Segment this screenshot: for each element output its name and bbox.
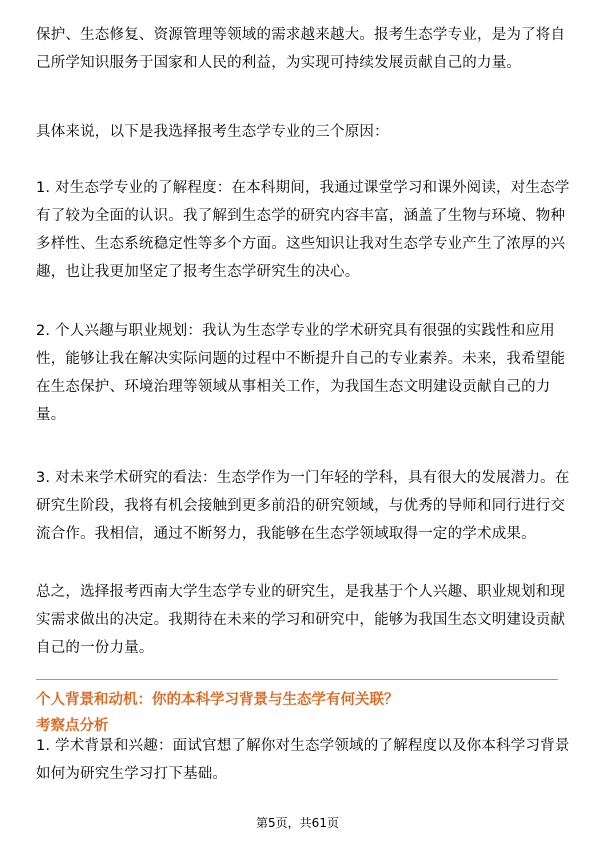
reason-3-paragraph [36, 464, 570, 548]
paragraph-line: 流合作。我相信，通过不断努力，我能够在生态学领域取得一定的学术成果。 [36, 526, 536, 542]
question-title: 个人背景和动机：你的本科学习背景与生态学有何关联？ [36, 692, 399, 708]
analysis-heading: 考察点分析 [36, 718, 109, 734]
paragraph-line: 1. 学术背景和兴趣：面试官想了解你对生态学领域的了解程度以及你本科学习背景 [36, 738, 570, 754]
paragraph-line: 量。 [36, 407, 66, 423]
paragraph-line: 3. 对未来学术研究的看法：生态学作为一门年轻的学科，具有很大的发展潜力。在 [36, 470, 570, 486]
paragraph-line: 多样性、生态系统稳定性等多个方面。这些知识让我对生态学专业产生了浓厚的兴 [36, 236, 566, 252]
paragraph-line: 趣，也让我更加坚定了报考生态学研究生的决心。 [36, 264, 360, 280]
paragraph-line: 2. 个人兴趣与职业规划：我认为生态学专业的学术研究具有很强的实践性和应用 [36, 323, 555, 339]
paragraph-line: 具体来说，以下是我选择报考生态学专业的三个原因： [36, 124, 389, 140]
reason-1-paragraph [36, 174, 570, 286]
summary-paragraph [36, 578, 566, 662]
paragraph-line: 实需求做出的决定。我期待在未来的学习和研究中，能够为我国生态文明建设贡献 [36, 612, 566, 628]
lead-paragraph [36, 118, 560, 146]
intro-paragraph [36, 21, 566, 77]
analysis-paragraph [36, 732, 570, 788]
paragraph-line: 自己的一份力量。 [36, 640, 154, 656]
paragraph-line: 性，能够让我在解决实际问题的过程中不断提升自己的专业素养。未来，我希望能 [36, 351, 566, 367]
paragraph-line: 有了较为全面的认识。我了解到生态学的研究内容丰富，涵盖了生物与环境、物种 [36, 208, 566, 224]
reason-2-paragraph [36, 317, 566, 429]
paragraph-line: 1. 对生态学专业的了解程度：在本科期间，我通过课堂学习和课外阅读，对生态学 [36, 180, 570, 196]
divider [36, 679, 558, 680]
paragraph-line: 己所学知识服务于国家和人民的利益，为实现可持续发展贡献自己的力量。 [36, 55, 522, 71]
page-number: 第5页，共61页 [256, 816, 339, 830]
paragraph-line: 保护、生态修复、资源管理等领域的需求越来越大。报考生态学专业，是为了将自 [36, 27, 566, 43]
paragraph-line: 在生态保护、环境治理等领域从事相关工作，为我国生态文明建设贡献自己的力 [36, 379, 551, 395]
paragraph-line: 如何为研究生学习打下基础。 [36, 766, 228, 782]
paragraph-line: 研究生阶段，我将有机会接触到更多前沿的研究领域，与优秀的导师和同行进行交 [36, 498, 566, 514]
paragraph-line: 总之，选择报考西南大学生态学专业的研究生，是我基于个人兴趣、职业规划和现 [36, 584, 566, 600]
